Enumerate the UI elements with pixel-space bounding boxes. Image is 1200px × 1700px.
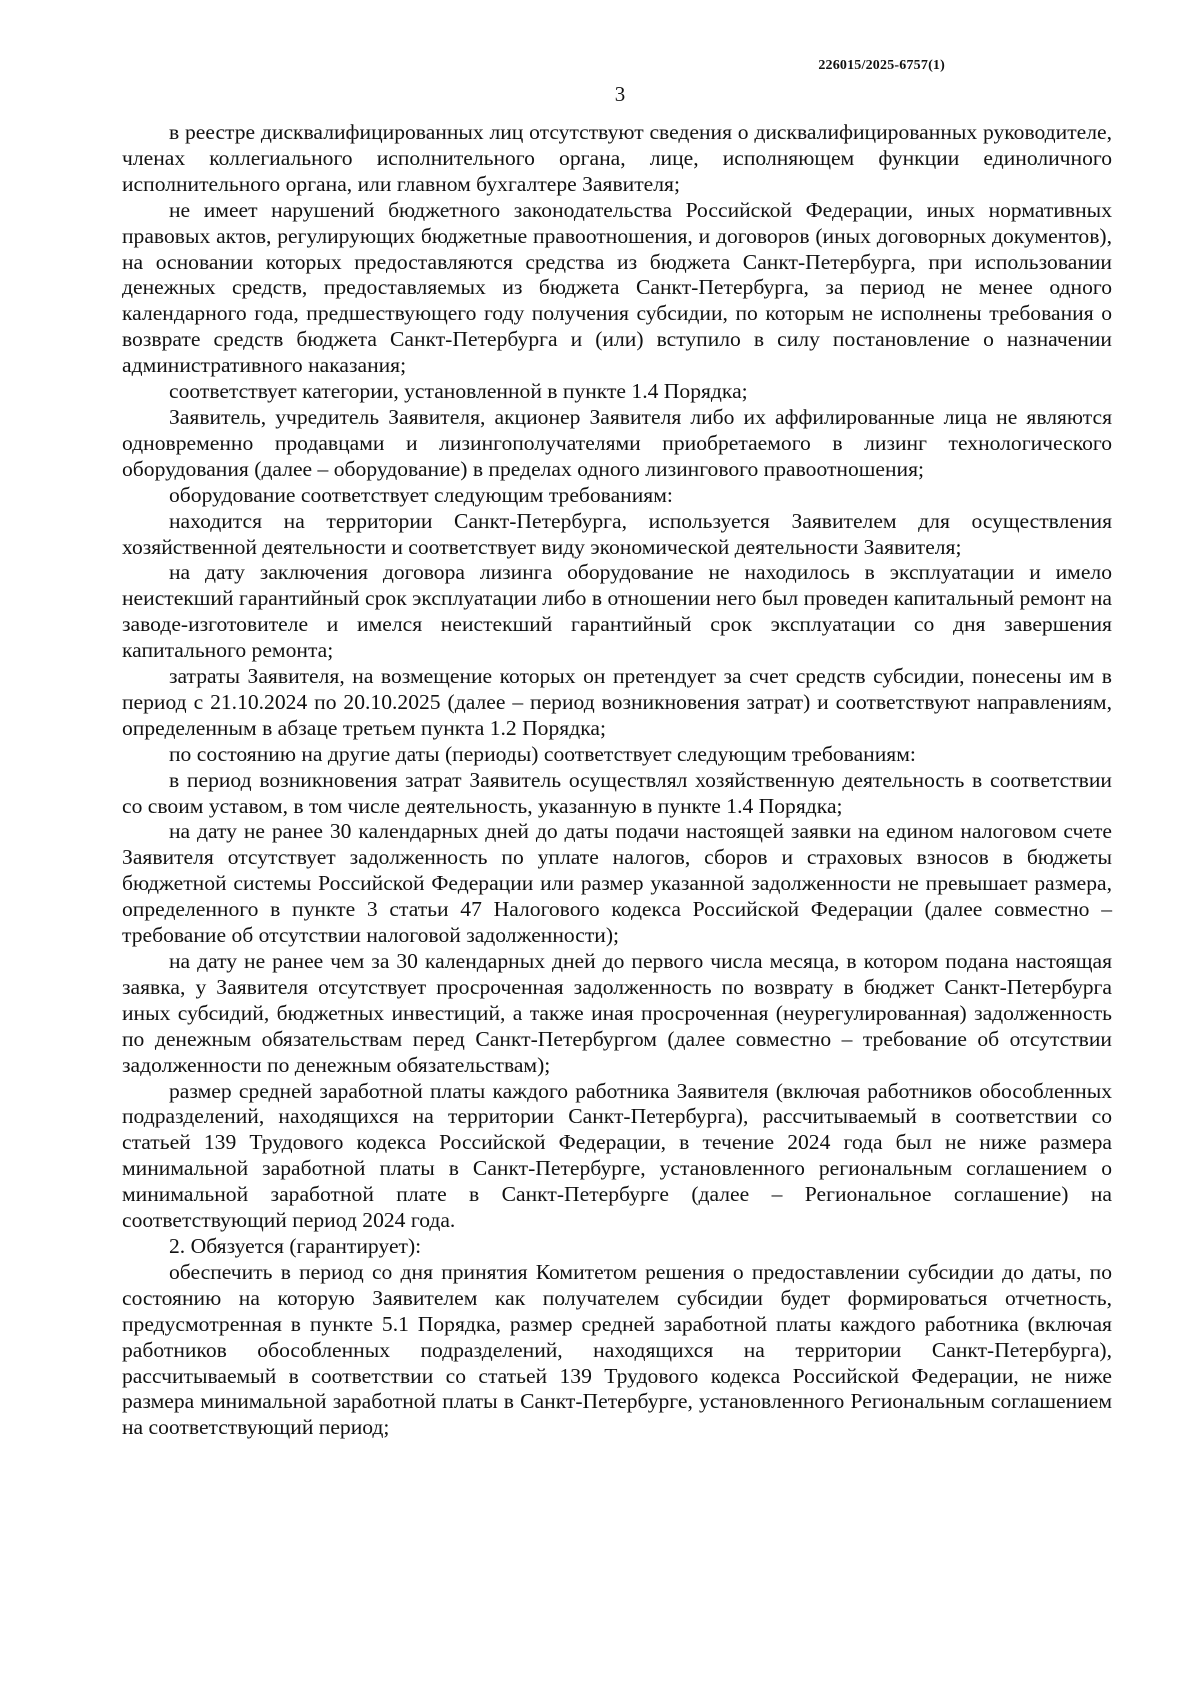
paragraph: в реестре дисквалифицированных лиц отсутствуют сведения о дисквалифицированных руководителе, членах коллегиального исполнительного органа, лице, исполняющем функции единоличного исполнительного органа, или главном бухгалтере Заявителя; [122,120,1112,196]
paragraph: находится на территории Санкт-Петербурга, используется Заявителем для осуществления хозяйственной деятельности и соответствует виду экономической деятельности Заявителя; [122,508,1112,559]
paragraph: оборудование соответствует следующим требованиям: [169,482,673,507]
paragraph: в период возникновения затрат Заявитель осуществлял хозяйственную деятельность в соответствии со своим уставом, в том числе деятельность, указанную в пункте 1.4 Порядка; [122,767,1112,818]
paragraph: на дату не ранее 30 календарных дней до даты подачи настоящей заявки на едином налоговом счете Заявителя отсутствует задолженность по уплате налогов, сборов и страховых взносов в бюджеты бюджетной системы Российской Федерации или размер указанной задолженности не превышает размера, определенного в пункте 3 статьи 47 Налогового кодекса Российской Федерации (далее совместно – требование об отсутствии налоговой задолженности); [122,819,1112,948]
paragraph: на дату заключения договора лизинга оборудование не находилось в эксплуатации и имело неистекший гарантийный срок эксплуатации либо в отношении него был проведен капитальный ремонт на заводе-изготовителе и имелся неистекший гарантийный срок эксплуатации со дня завершения капитального ремонта; [122,560,1112,663]
paragraph: Заявитель, учредитель Заявителя, акционер Заявителя либо их аффилированные лица не являются одновременно продавцами и лизингополучателями приобретаемого в лизинг технологического оборудования (далее – оборудование) в пределах одного лизингового правоотношения; [122,404,1112,481]
document-body [122,120,1112,1441]
paragraph: затраты Заявителя, на возмещение которых он претендует за счет средств субсидии, понесены им в период с 21.10.2024 по 20.10.2025 (далее – период возникновения затрат) и соответствуют направлениям, определенным в абзаце третьем пункта 1.2 Порядка; [122,664,1112,740]
section-heading: 2. Обязуется (гарантирует): [169,1233,422,1258]
paragraph: размер средней заработной платы каждого работника Заявителя (включая работников обособленных подразделений, находящихся на территории Санкт-Петербурга), рассчитываемый в соответствии со статьей 139 Трудового кодекса Российской Федерации, в течение 2024 года был не ниже размера минимальной заработной платы в Санкт-Петербурге, установленного региональным соглашением о минимальной заработной плате в Санкт-Петербурге (далее – Региональное соглашение) на соответствующий период 2024 года. [122,1078,1112,1233]
paragraph: соответствует категории, установленной в пункте 1.4 Порядка; [169,379,748,404]
paragraph: обеспечить в период со дня принятия Комитетом решения о предоставлении субсидии до даты, по состоянию на которую Заявителем как получателем субсидии будет формироваться отчетность, предусмотренная в пункте 5.1 Порядка, размер средней заработной платы каждого работника (включая работников обособленных подразделений, находящихся на территории Санкт-Петербурга), рассчитываемый в соответствии со статьей 139 Трудового кодекса Российской Федерации, не ниже размера минимальной заработной платы в Санкт-Петербурге, установленного Региональным соглашением на соответствующий период; [122,1259,1112,1440]
paragraph: по состоянию на другие даты (периоды) соответствует следующим требованиям: [169,741,916,766]
document-number: 226015/2025-6757(1) [818,58,945,73]
page-number: 3 [614,82,626,106]
paragraph: не имеет нарушений бюджетного законодательства Российской Федерации, иных нормативных правовых актов, регулирующих бюджетные правоотношения, и договоров (иных договорных документов), на основании которых предоставляются средства из бюджета Санкт-Петербурга, при использовании денежных средств, предоставляемых из бюджета Санкт-Петербурга, за период не менее одного календарного года, предшествующего году получения субсидии, по которым не исполнены требования о возврате средств бюджета Санкт-Петербурга и (или) вступило в силу постановление о назначении административного наказания; [122,197,1112,378]
paragraph: на дату не ранее чем за 30 календарных дней до первого числа месяца, в котором подана настоящая заявка, у Заявителя отсутствует просроченная задолженность по возврату в бюджет Санкт-Петербурга иных субсидий, бюджетных инвестиций, а также иная просроченная (неурегулированная) задолженность по денежным обязательствам перед Санкт-Петербургом (далее совместно – требование об отсутствии задолженности по денежным обязательствам); [122,949,1112,1077]
